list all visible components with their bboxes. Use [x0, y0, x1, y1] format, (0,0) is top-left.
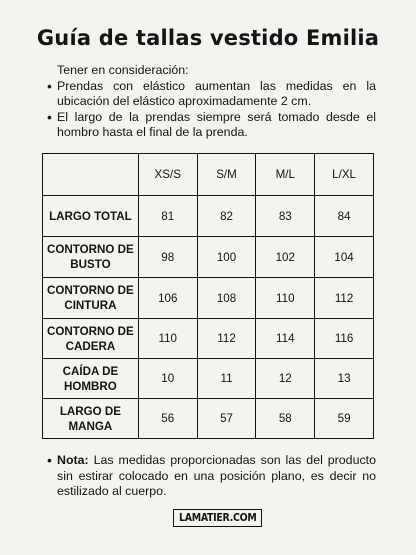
table-cell: 10: [138, 359, 197, 399]
footnote-label: Nota:: [57, 453, 89, 467]
brand-logo: LAMATIER.COM: [173, 509, 262, 527]
table-cell: 104: [315, 237, 374, 278]
row-label: LARGO TOTAL: [43, 196, 139, 237]
table-cell: 100: [197, 237, 256, 278]
table-cell: 83: [256, 196, 315, 237]
table-cell: 13: [315, 359, 374, 399]
row-label: LARGO DE MANGA: [43, 399, 139, 439]
row-label: CAÍDA DE HOMBRO: [43, 359, 139, 399]
list-item: • Prendas con elástico aumentan las medidas en la ubicación del elástico aproximadamente 2 cm.: [48, 79, 376, 110]
table-row: [43, 399, 374, 439]
table-cell: 84: [315, 196, 374, 237]
table-header-row: [43, 154, 374, 196]
table-row: [43, 319, 374, 359]
table-row: [43, 237, 374, 278]
table-cell: 12: [256, 359, 315, 399]
table-header-cell: XS/S: [138, 154, 197, 196]
table-cell: 108: [197, 278, 256, 319]
table-cell: 112: [315, 278, 374, 319]
table-cell: 110: [256, 278, 315, 319]
considerations: [48, 63, 376, 141]
table-cell: 56: [138, 399, 197, 439]
table-cell: 81: [138, 196, 197, 237]
table-cell: 82: [197, 196, 256, 237]
table-cell: 114: [256, 319, 315, 359]
considerations-lead: Tener en consideración:: [57, 63, 189, 77]
list-item: • El largo de la prendas siempre será tomado desde el hombro hasta el final de la prenda.: [48, 110, 376, 141]
footnote: [48, 453, 376, 500]
table-header-cell: S/M: [197, 154, 256, 196]
table-cell: 11: [197, 359, 256, 399]
table-header-cell: L/XL: [315, 154, 374, 196]
table-row: [43, 359, 374, 399]
considerations-list: [48, 79, 376, 141]
table-row: [43, 196, 374, 237]
row-label: CONTORNO DE CINTURA: [43, 278, 139, 319]
table-cell: 106: [138, 278, 197, 319]
table-cell: 58: [256, 399, 315, 439]
page-title: Guía de tallas vestido Emilia: [36, 26, 380, 50]
table-cell: 116: [315, 319, 374, 359]
row-label: CONTORNO DE BUSTO: [43, 237, 139, 278]
table-row: [43, 278, 374, 319]
table-header-cell: [43, 154, 139, 196]
table-header-cell: M/L: [256, 154, 315, 196]
size-table: [42, 153, 374, 439]
row-label: CONTORNO DE CADERA: [43, 319, 139, 359]
table-cell: 98: [138, 237, 197, 278]
table-cell: 59: [315, 399, 374, 439]
table-cell: 102: [256, 237, 315, 278]
footnote-text: Las medidas proporcionadas son las del producto sin estirar colocado en una posición plano, es decir no estilizado al cuerpo.: [57, 453, 376, 498]
table-cell: 57: [197, 399, 256, 439]
table-cell: 110: [138, 319, 197, 359]
table-cell: 112: [197, 319, 256, 359]
